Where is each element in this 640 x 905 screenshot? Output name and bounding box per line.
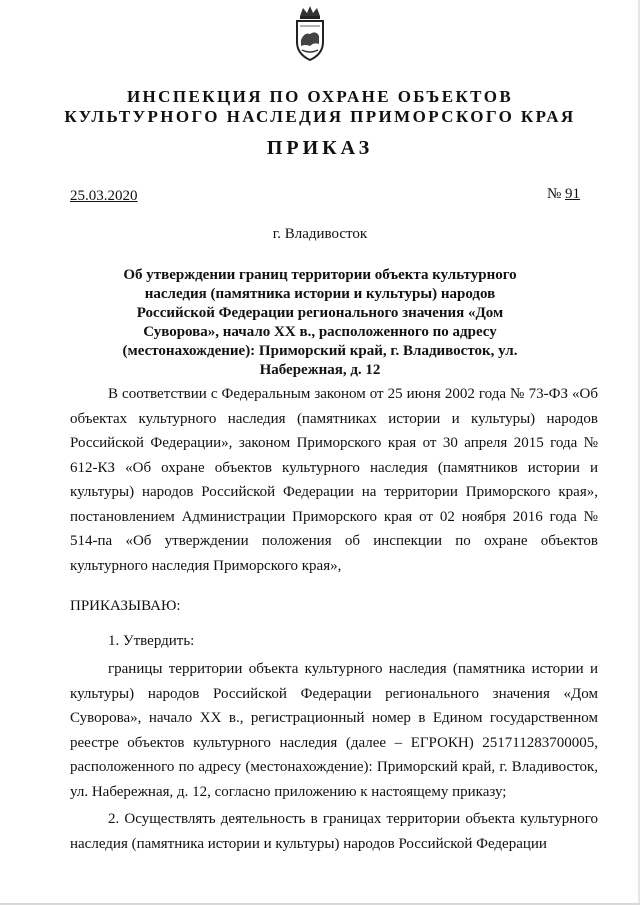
item1-paragraph: границы территории объекта культурного наследия (памятника истории и культуры) народов Российской Федерации регионального значения «Дом Суворова», начало XX в., регистрационный номер в Едином государственном реестре объектов культурного наследия (далее – ЕГРОКН) 251711283700005, расположенного по адресу (местонахождение): Приморский край, г. Владивосток, ул. Набережная, д. 12, согласно приложению к настоящему приказу; [70, 661, 598, 800]
order-subject: Об утверждении границ территории объекта культурного наследия (памятника истории и культуры) народов Российской Федерации регионального значения «Дом Суворова», начало XX в., расположенного по адресу (местонахождение): Приморский край, г. Владивосток, ул. Набережная, д. 12 [122, 267, 518, 378]
order-verb: ПРИКАЗЫВАЮ: [70, 598, 181, 614]
issue-city: г. Владивосток [272, 226, 368, 242]
coat-of-arms-icon [292, 4, 328, 62]
order-date: 25.03.2020 [70, 188, 138, 204]
order-number-prefix: № [546, 186, 565, 202]
document-type-title: ПРИКАЗ [266, 137, 374, 159]
org-name-line1: ИНСПЕКЦИЯ ПО ОХРАНЕ ОБЪЕКТОВ [126, 87, 514, 106]
order-number [547, 186, 580, 203]
item2-paragraph: 2. Осуществлять деятельность в границах территории объекта культурного наследия (памятника истории и культуры) народов Российской Федерации [70, 811, 598, 852]
preamble-paragraph: В соответствии с Федеральным законом от 25 июня 2002 года № 73-ФЗ «Об объектах культурного наследия (памятниках истории и культуры) народов Российской Федерации», законом Приморского края от 30 апреля 2015 года № 612-КЗ «Об охране объектов культурного наследия (памятников истории и культуры) народов Российской Федерации на территории Приморского края», постановлением Администрации Приморского края от 02 ноября 2016 года № 514-па «Об утверждении положения об инспекции по охране объектов культурного наследия Приморского края», [70, 386, 598, 574]
org-name-line2: КУЛЬТУРНОГО НАСЛЕДИЯ ПРИМОРСКОГО КРАЯ [64, 107, 576, 126]
item1-title: 1. Утвердить: [108, 633, 195, 649]
order-number-value: 91 [565, 186, 580, 202]
